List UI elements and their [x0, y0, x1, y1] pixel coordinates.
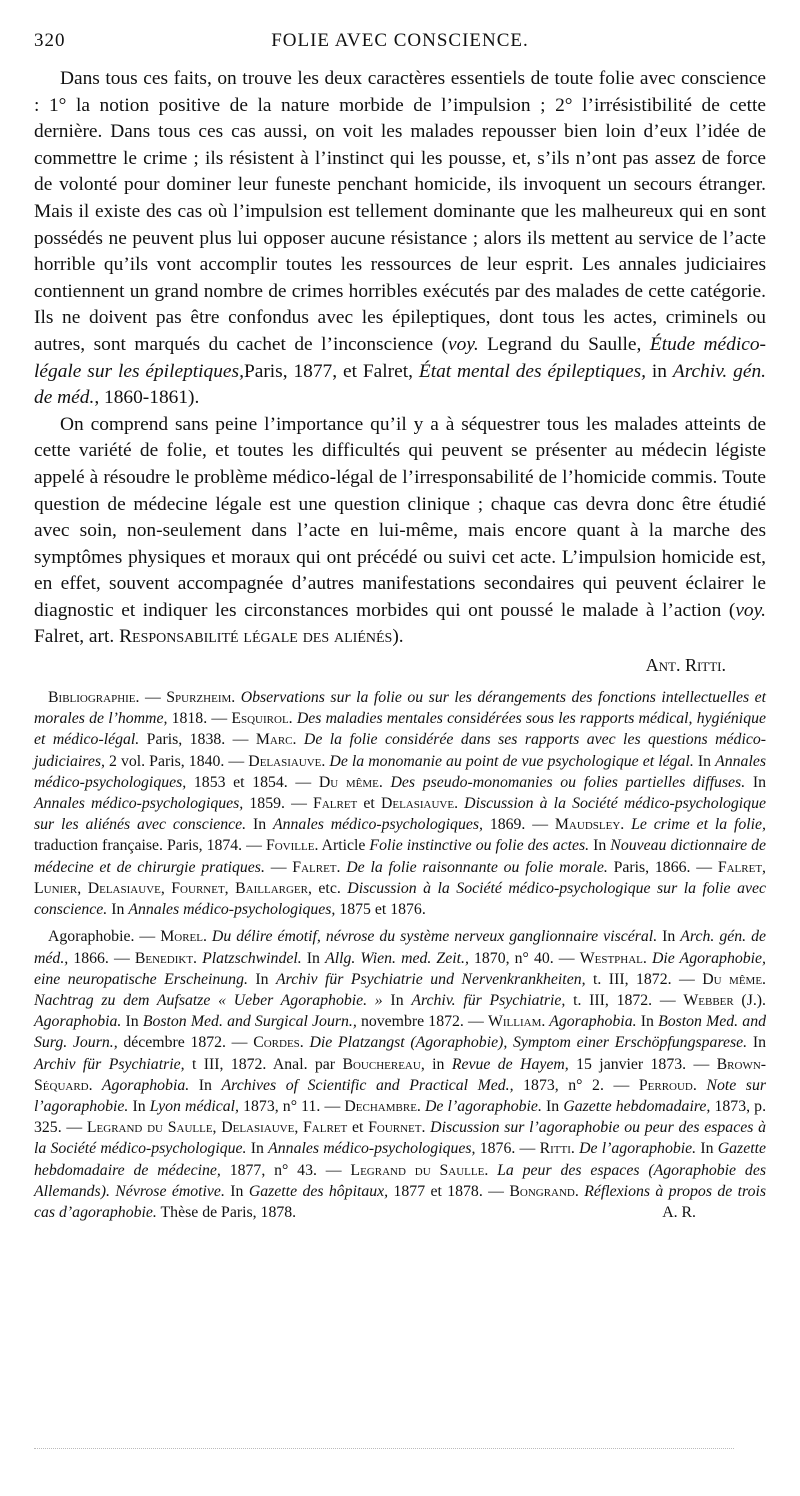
bibliography-agoraphobie: Agoraphobie. — Morel. Du délire émotif, névrose du système nerveux ganglionnaire viscéral. In Arch. gén. de méd., 1866. — Benedikt. Platzschwindel. In Allg. Wien. med. Zeit., 1870, n° 40. — Westphal. Die Agoraphobie, eine neuropatische Erscheinung. In Archiv für Psychiatrie und Nervenkrankheiten, t. III, 1872. — Du même. Nachtrag zu dem Aufsatze « Ueber Agoraphobie. » In Archiv. für Psychiatrie, t. III, 1872. — Webber (J.). Agoraphobia. In Boston Med. and Surgical Journ., novembre 1872. — William. Agoraphobia. In Boston Med. and Surg. Journ., décembre 1872. — Cordes. Die Platzangst (Agoraphobie), Symptom einer Erschöpfungsparese. In Archiv für Psychiatrie, t III, 1872. Anal. par Bouchereau, in Revue de Hayem, 15 janvier 1873. — Brown-Séquard. Agoraphobia. In Archives of Scientific and Practical Med., 1873, n° 2. — Perroud. Note sur l’agoraphobie. In Lyon médical, 1873, n° 11. — Dechambre. De l’agoraphobie. In Gazette hebdomadaire, 1873, p. 325. — Legrand du Saulle, Delasiauve, Falret et Fournet. Discussion sur l’agoraphobie ou peur des espaces à la Société médico-psychologique. In Annales médico-psychologiques, 1876. — Ritti. De l’agoraphobie. In Gazette hebdomadaire de médecine, 1877, n° 43. — Legrand du Saulle. La peur des espaces (Agoraphobie des Allemands). Névrose émotive. In Gazette des hôpitaux, 1877 et 1878. — Bongrand. Réflexions à propos de trois cas d’agoraphobie. Thèse de Paris, 1878. [34, 928, 767, 1221]
main-text [34, 66, 766, 651]
journal-title: Archiv. gén. de méd. [34, 360, 767, 409]
bibliography [34, 687, 766, 1223]
author-signature: Ant. Ritti. [645, 655, 726, 676]
bibliography-signature: A. R. [662, 1204, 696, 1222]
book-page [34, 30, 766, 1223]
running-title: FOLIE AVEC CONSCIENCE. [271, 30, 529, 51]
bottom-dotted-rule [34, 1448, 734, 1449]
running-head [34, 30, 766, 60]
bibliography-general: Bibliographie. — Spurzheim. Observations sur la folie ou sur les dérangements des fonctions intellectuelles et morales de l’homme, 1818. — Esquirol. Des maladies mentales considérées sous les rapports médical, hygiénique et médico-légal. Paris, 1838. — Marc. De la folie considérée dans ses rapports avec les questions médico-judiciaires, 2 vol. Paris, 1840. — Delasiauve. De la monomanie au point de vue psychologique et légal. In Annales médico-psychologiques, 1853 et 1854. — Du même. Des pseudo-monomanies ou folies partielles diffuses. In Annales médico-psychologiques, 1859. — Falret et Delasiauve. Discussion à la Société médico-psychologique sur les aliénés avec conscience. In Annales médico-psychologiques, 1869. — Maudsley. Le crime et la folie, traduction française. Paris, 1874. — Foville. Article Folie instinctive ou folie des actes. In Nouveau dictionnaire de médecine et de chirurgie pratiques. — Falret. De la folie raisonnante ou folie morale. Paris, 1866. — Falret, Lunier, Delasiauve, Fournet, Baillarger, etc. Discussion à la Société médico-psychologique sur la folie avec conscience. In Annales médico-psychologiques, 1875 et 1876. [34, 689, 767, 919]
work-title: Étude médico-légale sur les épileptiques, [34, 333, 766, 382]
page-number: 320 [34, 30, 66, 51]
cross-reference: Responsabilité légale des aliénés [119, 626, 393, 648]
work-title: État mental des épileptiques, [418, 360, 647, 382]
paragraph-1: Dans tous ces faits, on trouve les deux caractères essentiels de toute folie avec conscience : 1° la notion positive de la nature morbide de l’impulsion ; 2° l’irrésistibilité de cette dernière. Dans tous ces cas aussi, on voit les malades repousser bien loin d’eux l’idée de commettre le crime ; ils résistent à l’instinct qui les pousse, et, s’ils n’ont pas assez de force de volonté pour dominer leur funeste penchant homicide, ils invoquent un secours étranger. Mais il existe des cas où l’impulsion est tellement dominante que les malheureux qui en sont possédés ne peuvent plus lui opposer aucune résistance ; alors ils mettent au service de l’acte horrible qu’ils vont accomplir toutes les ressources de leur esprit. Les annales judiciaires contiennent un grand nombre de crimes horribles exécutés par des malades de cette catégorie. Ils ne doivent pas être confondus avec les épileptiques, dont tous les actes, criminels ou autres, sont marqués du cachet de l’inconscience (voy. Legrand du Saulle, Étude médico-légale sur les épileptiques,Paris, 1877, et Falret, État mental des épileptiques, in Archiv. gén. de méd., 1860-1861). [34, 68, 767, 409]
paragraph-2: On comprend sans peine l’importance qu’il y a à séquestrer tous les malades atteints de cette variété de folie, et toutes les difficultés qui peuvent se présenter au médecin légiste appelé à résoudre le problème médico-légal de l’irresponsabilité de l’homicide commis. Toute question de médecine légale est une question clinique ; chaque cas devra donc être étudié avec soin, non-seulement dans l’acte en lui-même, mais encore quant à la marche des symptômes physiques et moraux qui ont précédé ou suivi cet acte. L’impulsion homicide est, en effet, souvent accompagnée d’autres manifestations secondaires qui peuvent éclairer le diagnostic et indiquer les circonstances morbides qui ont poussé le malade à l’action (voy. Falret, art. Responsabilité légale des aliénés). [34, 413, 766, 648]
